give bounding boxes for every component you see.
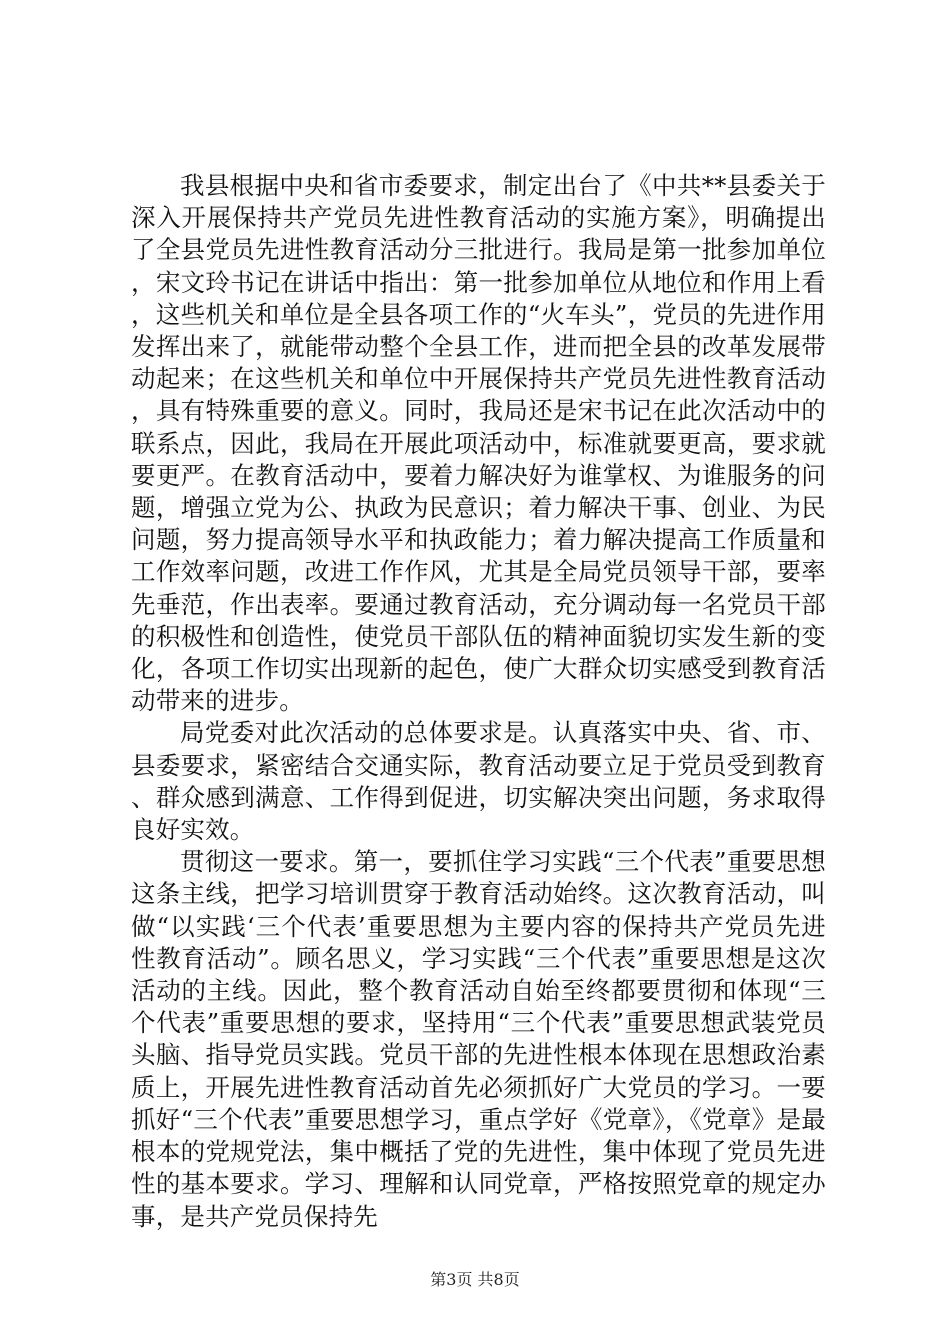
page-number-footer: 第3页 共8页 [430,1270,520,1289]
paragraph-1: 我县根据中央和省市委要求，制定出台了《中共**县委关于深入开展保持共产党员先进性教育活动的实施方案》，明确提出了全县党员先进性教育活动分三批进行。我局是第一批参加单位，宋文玲书记在讲话中指出：第一批参加单位从地位和作用上看，这些机关和单位是全县各项工作的“火车头”，党员的先进作用发挥出来了，就能带动整个全县工作，进而把全县的改革发展带动起来；在这些机关和单位中开展保持共产党员先进性教育活动，具有特殊重要的意义。同时，我局还是宋书记在此次活动中的联系点，因此，我局在开展此项活动中，标准就要更高，要求就要更严。在教育活动中，要着力解决好为谁掌权、为谁服务的问题，增强立党为公、执政为民意识；着力解决干事、创业、为民问题，努力提高领导水平和执政能力；着力解决提高工作质量和工作效率问题，改进工作作风，尤其是全局党员领导干部，要率先垂范，作出表率。要通过教育活动，充分调动每一名党员干部的积极性和创造性，使党员干部队伍的精神面貌切实发生新的变化，各项工作切实出现新的起色，使广大群众切实感受到教育活动带来的进步。 [131,171,826,716]
document-body [131,170,826,1233]
paragraph-2: 局党委对此次活动的总体要求是。认真落实中央、省、市、县委要求，紧密结合交通实际，教育活动要立足于党员受到教育、群众感到满意、工作得到促进，切实解决突出问题，务求取得良好实效。 [131,718,826,845]
paragraph-3: 贯彻这一要求。第一，要抓住学习实践“三个代表”重要思想这条主线，把学习培训贯穿于教育活动始终。这次教育活动，叫做“以实践‘三个代表’重要思想为主要内容的保持共产党员先进性教育活动”。顾名思义，学习实践“三个代表”重要思想是这次活动的主线。因此，整个教育活动自始至终都要贯彻和体现“三个代表”重要思想的要求，坚持用“三个代表”重要思想武装党员头脑、指导党员实践。党员干部的先进性根本体现在思想政治素质上，开展先进性教育活动首先必须抓好广大党员的学习。一要抓好“三个代表”重要思想学习，重点学好《党章》，《党章》是最根本的党规党法，集中概括了党的先进性，集中体现了党员先进性的基本要求。学习、理解和认同党章，严格按照党章的规定办事，是共产党员保持先 [131,847,826,1231]
